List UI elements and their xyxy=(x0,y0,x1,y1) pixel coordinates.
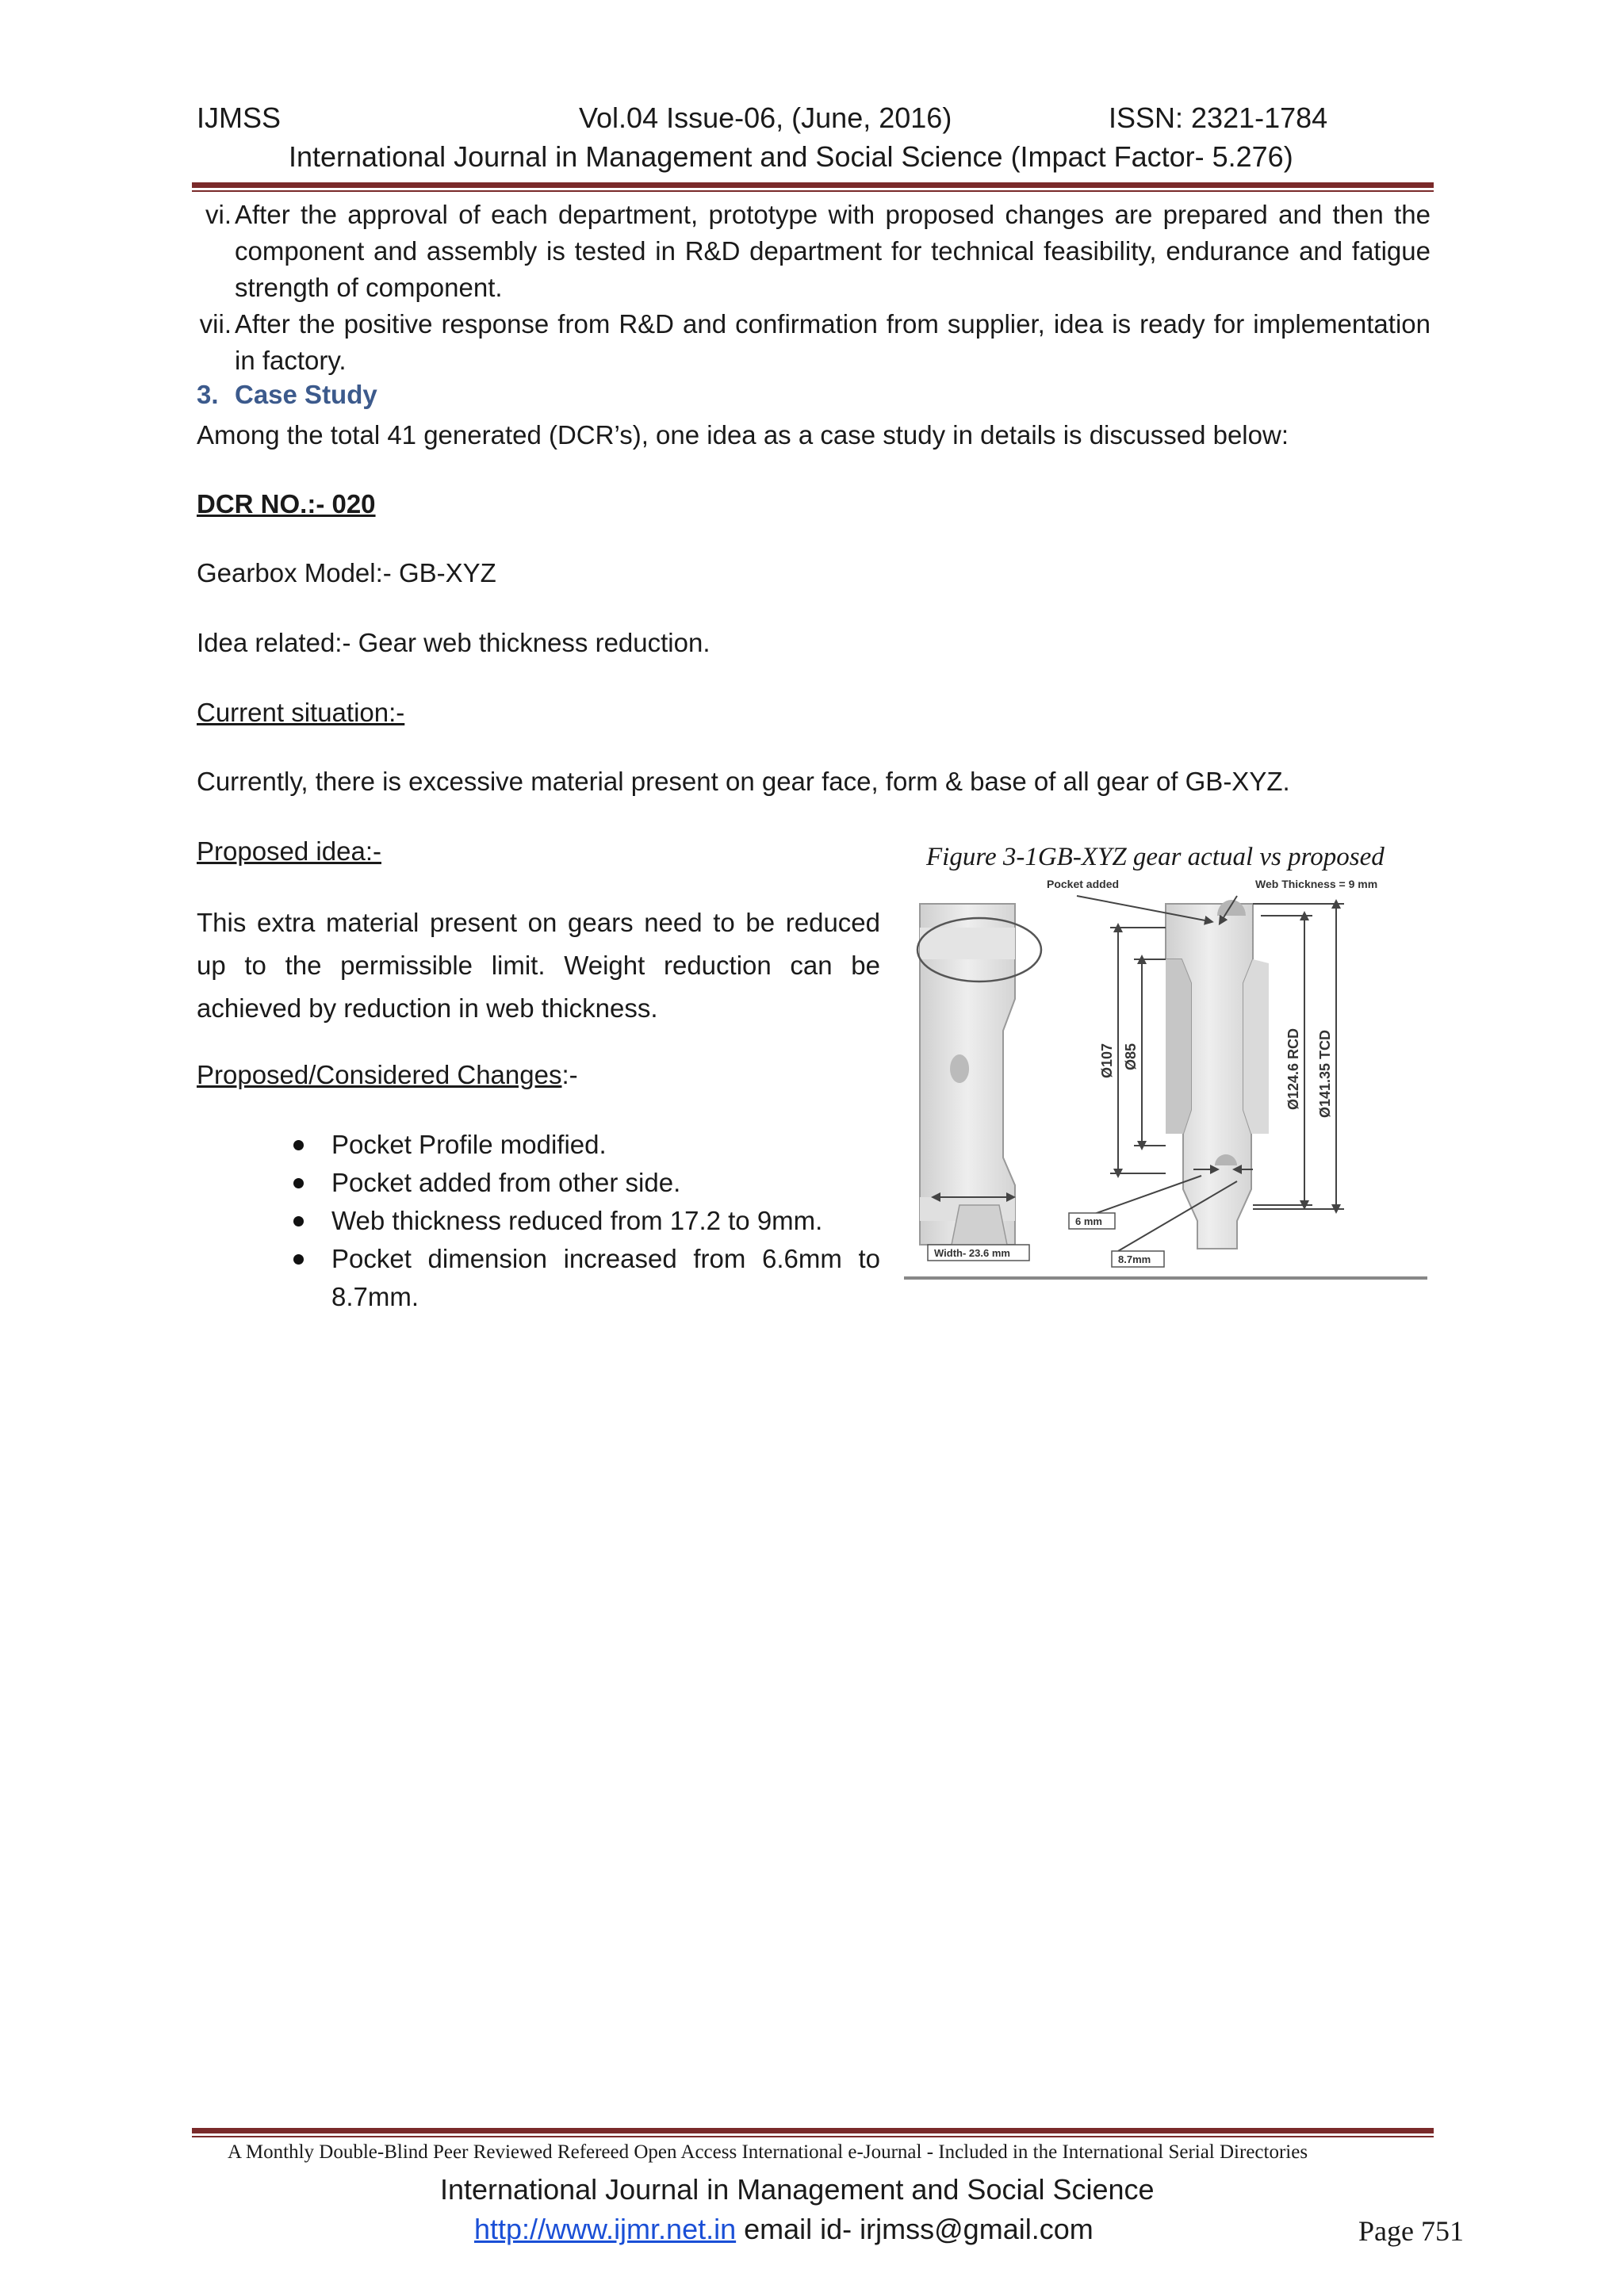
list-item xyxy=(331,1240,880,1316)
footer-url-link[interactable]: http://www.ijmr.net.in xyxy=(474,2213,737,2245)
header-volume: Vol.04 Issue-06, (June, 2016) xyxy=(579,101,952,134)
change-text: Pocket dimension increased from 6.6mm to 8.7mm. xyxy=(331,1244,880,1311)
gear-drawing-figure xyxy=(904,872,1434,1284)
proposed-idea-text: This extra material present on gears need to be reduced up to the permissible limit. Weight reduction can be achieved by reduction in web thickness. xyxy=(197,908,880,1023)
bullet-icon xyxy=(293,1140,304,1150)
label-6mm: 6 mm xyxy=(1075,1215,1102,1227)
dcr-number: DCR NO.:- 020 xyxy=(197,489,376,519)
list-item-vii: After the positive response from R&D and confirmation from supplier, idea is ready for implementation in factory. xyxy=(235,309,1431,375)
idea-related: Idea related:- Gear web thickness reduction. xyxy=(197,628,710,657)
header-journal-full: International Journal in Management and Social Science (Impact Factor- 5.276) xyxy=(289,140,1293,173)
label-d124: Ø124.6 RCD xyxy=(1285,1027,1301,1110)
changes-list xyxy=(331,1126,880,1316)
footer-journal: International Journal in Management and Social Science xyxy=(440,2173,1155,2206)
label-d107: Ø107 xyxy=(1099,1043,1115,1078)
footer-rule-thin xyxy=(192,2136,1434,2137)
label-web-thickness: Web Thickness = 9 mm xyxy=(1255,878,1378,890)
bullet-icon xyxy=(293,1178,304,1188)
footer-contact xyxy=(474,2213,1094,2246)
footer-email: email id- irjmss@gmail.com xyxy=(736,2213,1094,2245)
list-marker-vi: vi. xyxy=(205,200,232,229)
bullet-icon xyxy=(293,1216,304,1226)
current-situation-heading: Current situation:- xyxy=(197,698,405,727)
section-title: Case Study xyxy=(235,380,377,409)
list-item xyxy=(331,1126,880,1164)
list-item xyxy=(331,1202,880,1240)
page-number: Page 751 xyxy=(1358,2215,1464,2247)
change-text: Pocket added from other side. xyxy=(331,1168,681,1197)
list-item xyxy=(331,1164,880,1202)
label-pocket-added: Pocket added xyxy=(1047,878,1120,890)
footer-rule xyxy=(192,2128,1434,2133)
header-journal-abbr: IJMSS xyxy=(197,101,282,134)
list-item-vi: After the approval of each department, prototype with proposed changes are prepared and then the component and assembly is tested in R&D department for technical feasibility, endurance and fatigue strength of component. xyxy=(235,200,1431,302)
current-situation-text: Currently, there is excessive material present on gear face, form & base of all gear of GB-XYZ. xyxy=(197,767,1290,796)
changes-heading-suffix: :- xyxy=(561,1060,578,1089)
changes-heading: Proposed/Considered Changes xyxy=(197,1060,562,1089)
changes-heading-wrap xyxy=(197,1057,578,1093)
label-d85: Ø85 xyxy=(1123,1043,1139,1070)
label-d141: Ø141.35 TCD xyxy=(1317,1029,1333,1118)
label-width: Width- 23.6 mm xyxy=(934,1247,1010,1259)
change-text: Pocket Profile modified. xyxy=(331,1130,607,1159)
header-issn: ISSN: 2321-1784 xyxy=(1109,101,1328,134)
gearbox-model: Gearbox Model:- GB-XYZ xyxy=(197,558,496,587)
section-intro: Among the total 41 generated (DCR’s), one idea as a case study in details is discussed below: xyxy=(197,420,1289,450)
proposed-idea-heading: Proposed idea:- xyxy=(197,836,381,866)
header-rule xyxy=(192,182,1434,188)
proposed-gear-section xyxy=(1166,900,1269,1249)
figure-caption: Figure 3-1GB-XYZ gear actual vs proposed xyxy=(926,843,1385,871)
header-rule-thin xyxy=(192,190,1434,192)
bullet-icon xyxy=(293,1254,304,1265)
actual-gear-section xyxy=(917,904,1041,1245)
section-number: 3. xyxy=(197,380,219,409)
footer-tagline: A Monthly Double-Blind Peer Reviewed Refereed Open Access International e-Journal - Included in the International Serial Directories xyxy=(228,2141,1308,2163)
list-marker-vii: vii. xyxy=(199,309,232,339)
change-text: Web thickness reduced from 17.2 to 9mm. xyxy=(331,1206,823,1235)
label-8-7mm: 8.7mm xyxy=(1118,1253,1151,1265)
